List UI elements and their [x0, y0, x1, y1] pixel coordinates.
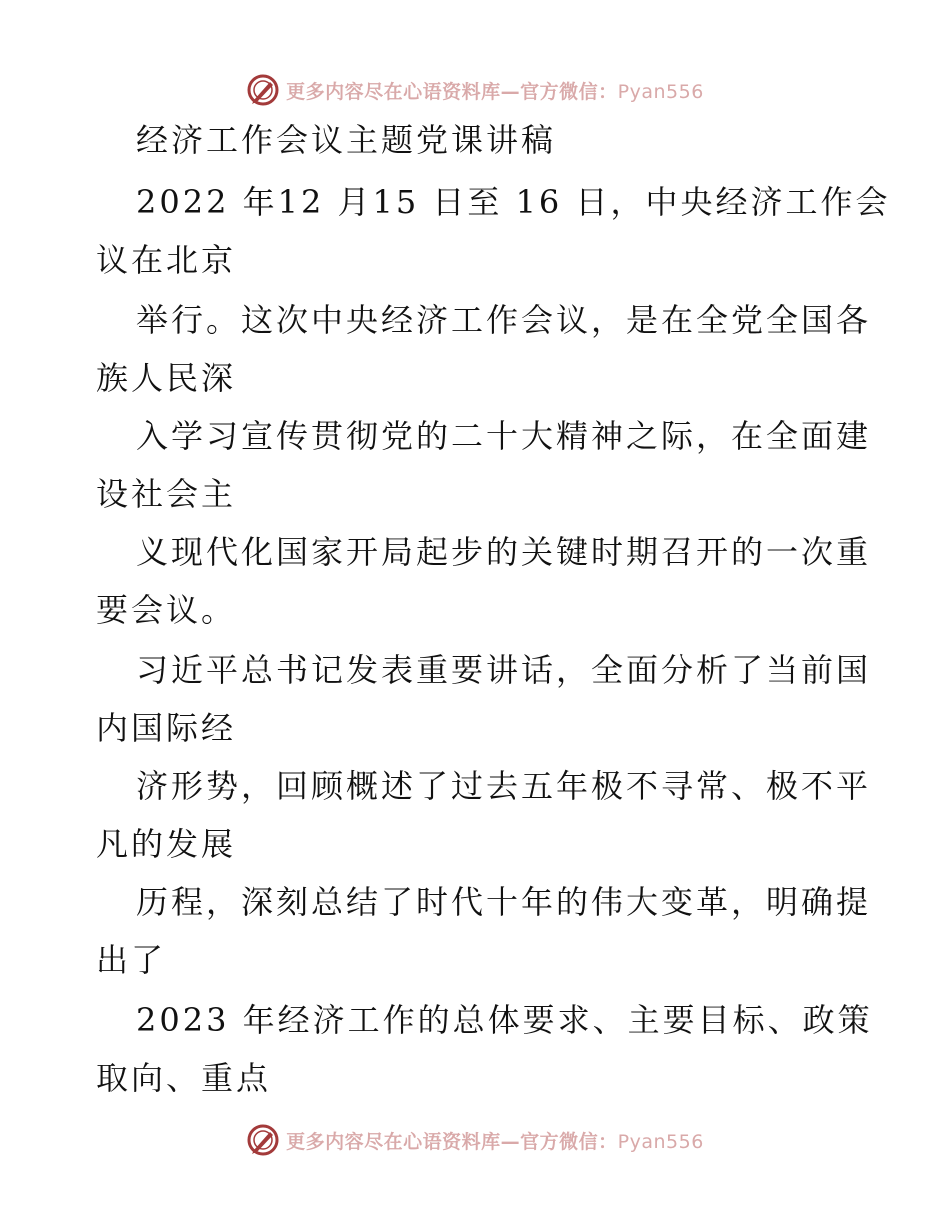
text-line: 义现代化国家开局起步的关键时期召开的一次重	[136, 533, 872, 571]
text-line: 设社会主	[96, 475, 237, 513]
text-line: 内国际经	[96, 709, 237, 747]
text-line: 举行。这次中央经济工作会议，是在全党全国各	[136, 301, 872, 339]
text-line: 济形势，回顾概述了过去五年极不寻常、极不平	[136, 767, 872, 805]
text-line: 议在北京	[96, 241, 237, 279]
text-line: 2023 年经济工作的总体要求、主要目标、政策	[136, 1001, 873, 1039]
text-line: 族人民深	[96, 359, 237, 397]
header-banner	[0, 70, 950, 110]
text-line: 2022 年12 月15 日至 16 日，中央经济工作会	[136, 183, 891, 221]
footer-wechat-id: Pyan556	[617, 1130, 704, 1153]
text-line: 取向、重点	[96, 1059, 272, 1097]
text-line: 入学习宣传贯彻党的二十大精神之际，在全面建	[136, 417, 872, 455]
text-line: 凡的发展	[96, 825, 237, 863]
footer-banner-text: 更多内容尽在心语资料库—官方微信：Pyan556	[286, 1130, 704, 1153]
pen-logo-icon	[246, 73, 280, 107]
document-title: 经济工作会议主题党课讲稿	[136, 121, 557, 159]
header-wechat-id: Pyan556	[617, 80, 704, 103]
text-line: 习近平总书记发表重要讲话，全面分析了当前国	[136, 651, 872, 689]
text-line: 出了	[96, 941, 167, 979]
header-banner-text: 更多内容尽在心语资料库—官方微信：Pyan556	[286, 80, 704, 103]
text-line: 要会议。	[96, 591, 237, 629]
text-line: 历程，深刻总结了时代十年的伟大变革，明确提	[136, 883, 872, 921]
footer-banner	[0, 1120, 950, 1160]
pen-logo-icon	[246, 1123, 280, 1157]
